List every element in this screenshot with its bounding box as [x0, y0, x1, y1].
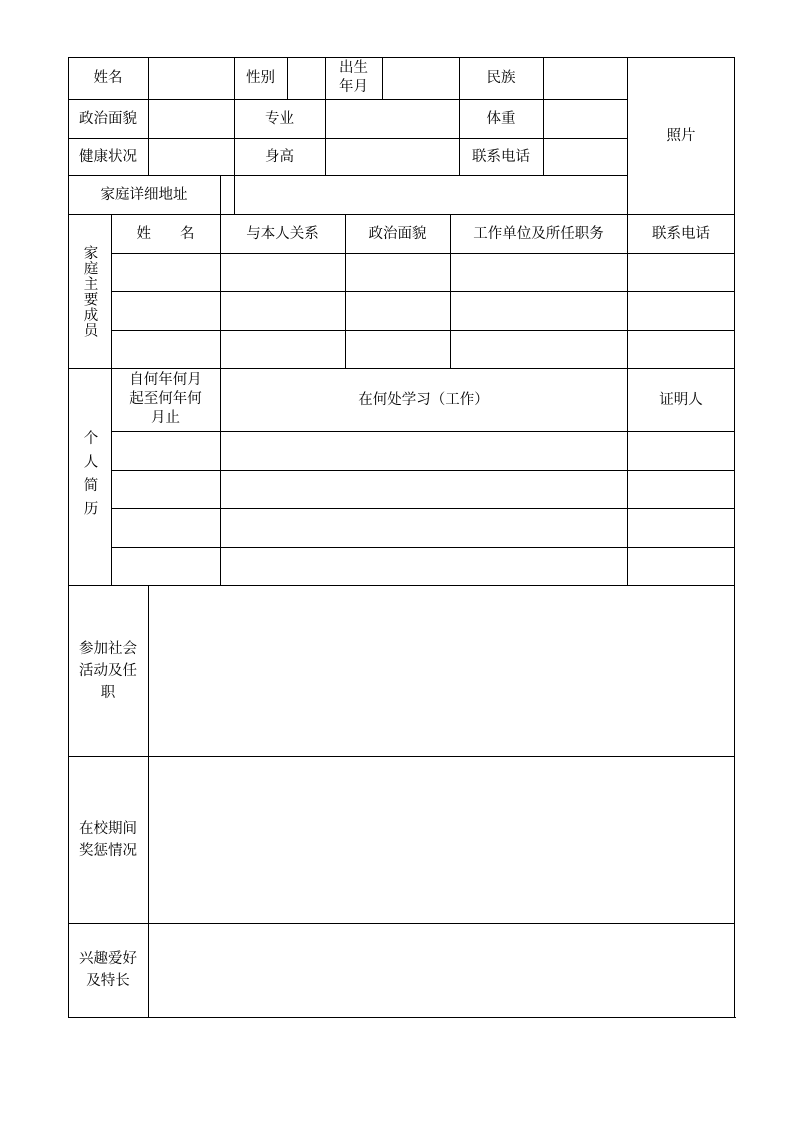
ethnicity-field[interactable] — [544, 58, 627, 99]
height-field[interactable] — [326, 139, 459, 175]
family-row-2-political[interactable] — [346, 292, 450, 330]
border-bottom — [68, 1017, 736, 1018]
gender-label: 性别 — [246, 70, 275, 86]
name-field[interactable] — [149, 58, 234, 99]
name-label: 姓名 — [93, 70, 123, 86]
resume-row-1-period[interactable] — [112, 432, 220, 470]
resume-row-3-period[interactable] — [112, 509, 220, 547]
health-field[interactable] — [149, 139, 234, 175]
resume-row-2-place[interactable] — [221, 471, 627, 508]
photo-label: 照片 — [666, 127, 696, 144]
resume-row-2-witness[interactable] — [628, 471, 734, 508]
family-row-1-phone[interactable] — [628, 254, 734, 291]
major-label: 专业 — [265, 110, 294, 127]
weight-field[interactable] — [544, 100, 627, 138]
family-section-label — [68, 214, 111, 368]
family-section-text: 家庭主要成员 — [81, 244, 98, 338]
phone-label: 联系电话 — [472, 148, 530, 165]
family-row-3-phone[interactable] — [628, 331, 734, 368]
political-label: 政治面貌 — [79, 110, 137, 127]
resume-header-place: 在何处学习（工作） — [358, 391, 489, 408]
resume-section-text: 个人简历 — [81, 429, 98, 524]
hobbies-field[interactable] — [149, 924, 734, 1017]
resume-section-label — [68, 368, 111, 585]
major-field[interactable] — [326, 100, 459, 138]
activities-label: 参加社会活动及任职 — [79, 640, 137, 701]
family-row-2-relation[interactable] — [221, 292, 345, 330]
family-row-1-relation[interactable] — [221, 254, 345, 291]
ethnicity-label: 民族 — [486, 70, 516, 86]
family-row-3-relation[interactable] — [221, 331, 345, 368]
family-header-name: 姓 名 — [136, 225, 195, 242]
health-label: 健康状况 — [79, 148, 137, 165]
height-label: 身高 — [265, 148, 294, 165]
hobbies-label: 兴趣爱好及特长 — [79, 951, 137, 989]
family-row-2-phone[interactable] — [628, 292, 734, 330]
address-label: 家庭详细地址 — [100, 186, 188, 203]
activities-field[interactable] — [149, 586, 734, 756]
resume-row-3-place[interactable] — [221, 509, 627, 547]
family-header-relation: 与本人关系 — [246, 225, 319, 242]
address-field[interactable] — [221, 176, 627, 214]
family-header-phone: 联系电话 — [652, 225, 710, 242]
awards-label: 在校期间奖惩情况 — [79, 820, 137, 859]
birth-label: 出生 年月 — [339, 60, 368, 95]
resume-row-2-period[interactable] — [112, 471, 220, 508]
family-header-workplace: 工作单位及所任职务 — [473, 225, 604, 242]
family-row-3-political[interactable] — [346, 331, 450, 368]
family-row-1-workplace[interactable] — [451, 254, 627, 291]
family-row-1-name[interactable] — [112, 254, 220, 291]
family-row-3-workplace[interactable] — [451, 331, 627, 368]
family-row-2-workplace[interactable] — [451, 292, 627, 330]
family-header-political: 政治面貌 — [368, 225, 427, 242]
family-row-1-political[interactable] — [346, 254, 450, 291]
registration-form — [68, 57, 735, 1017]
family-row-3-name[interactable] — [112, 331, 220, 368]
resume-row-1-witness[interactable] — [628, 432, 734, 470]
resume-row-4-witness[interactable] — [628, 548, 734, 585]
resume-header-period: 自何年何月起至何年何月止 — [129, 372, 202, 426]
birth-field[interactable] — [383, 58, 459, 99]
resume-header-witness: 证明人 — [659, 391, 703, 408]
awards-field[interactable] — [149, 757, 734, 923]
family-row-2-name[interactable] — [112, 292, 220, 330]
weight-label: 体重 — [486, 110, 516, 127]
resume-row-1-place[interactable] — [221, 432, 627, 470]
phone-field[interactable] — [544, 139, 627, 175]
gender-field[interactable] — [288, 58, 325, 99]
resume-row-3-witness[interactable] — [628, 509, 734, 547]
resume-row-4-place[interactable] — [221, 548, 627, 585]
political-field[interactable] — [149, 100, 234, 138]
resume-row-4-period[interactable] — [112, 548, 220, 585]
